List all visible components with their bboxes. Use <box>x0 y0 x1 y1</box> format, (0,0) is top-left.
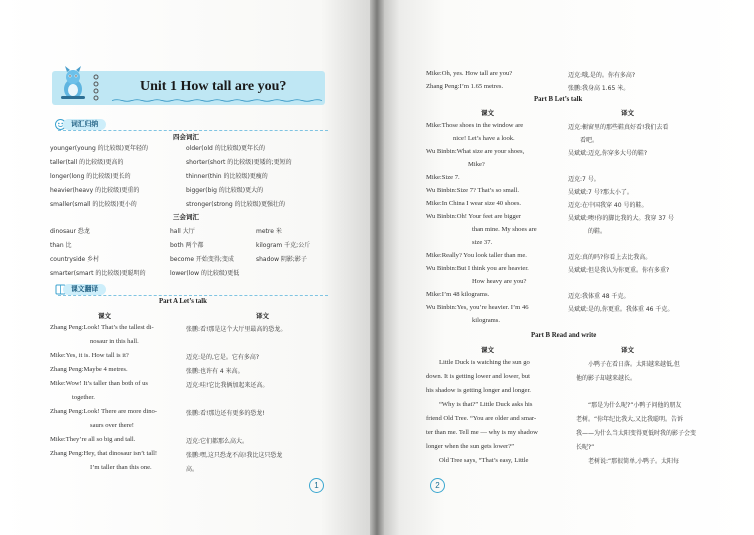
unit-title: Unit 1 How tall are you? <box>140 79 287 94</box>
dialogue-line-en: Zhang Peng:Maybe 4 metres. <box>50 366 128 373</box>
dialogue-line-zh: 张鹏:也许有 4 米高。 <box>186 368 244 375</box>
col-header-text: 课文 <box>481 109 494 117</box>
dialogue-line-zh: 吴斌斌:迈克,你穿多大号的鞋? <box>568 150 648 157</box>
reading-line-zh: 我——为什么当太阳变得更低时我的影子会变 <box>576 430 697 437</box>
page-number: 1 <box>309 478 324 493</box>
vocab3-item: smarter(smart 的比较级)更聪明的 <box>50 270 146 277</box>
vocab4-item: bigger(big 的比较级)更大的 <box>186 187 264 194</box>
reading-line-en: “Why is that?” Little Duck asks his <box>439 401 533 408</box>
dialogue-line-en: Wu Binbin:Size 7? That’s so small. <box>426 187 520 194</box>
vocab3-item: kilogram 千克;公斤 <box>256 242 311 249</box>
dialogue-line-zh: 的鞋。 <box>588 228 607 235</box>
vocab3-item: lower(low 的比较级)更低 <box>170 270 240 277</box>
reading-line-zh: 长呢?” <box>576 444 595 451</box>
wave-divider <box>112 99 322 102</box>
dialogue-line-zh: 吴斌斌:7 号?那太小了。 <box>568 189 633 196</box>
part-b-read-heading: Part B Read and write <box>531 332 597 339</box>
vocab3-item: become 开始变得;变成 <box>170 256 234 263</box>
reading-line-en: friend Old Tree. “You are older and smar- <box>426 415 537 422</box>
reading-line-en: ter than me. Tell me — why is my shadow <box>426 429 538 436</box>
three-skill-label: 三会词汇 <box>173 213 199 221</box>
vocab-divider <box>58 130 328 131</box>
vocab4-item: stronger(strong 的比较级)更强壮的 <box>186 201 285 208</box>
vocab4-item: heavier(heavy 的比较级)更重的 <box>50 187 140 194</box>
dialogue-line-zh: 张鹏:我身高 1.65 米。 <box>568 85 630 92</box>
dialogue-line-en: Zhang Peng:Hey, that dinosaur isn’t tall! <box>50 450 158 457</box>
vocab3-item: metre 米 <box>256 228 282 235</box>
dialogue-line-en: kilograms. <box>472 317 501 324</box>
dialogue-line-en: Zhang Peng:Look! That’s the tallest di- <box>50 324 154 331</box>
book-spine <box>370 0 384 535</box>
dialogue-line-en: nice! Let’s have a look. <box>453 135 515 142</box>
dialogue-line-en: Mike:In China I wear size 40 shoes. <box>426 200 522 207</box>
dialogue-line-zh: 迈克:真的吗?你看上去比我高。 <box>568 254 652 261</box>
vocab3-item: shadow 阴影;影子 <box>256 256 307 263</box>
dialogue-line-zh: 迈克:在中国我穿 40 号的鞋。 <box>568 202 648 209</box>
part-a-heading: Part A Let’s talk <box>159 298 207 305</box>
dialogue-line-zh: 迈克:橱窗里的那些鞋真好看!我们去看 <box>568 124 669 131</box>
dialogue-line-en: nosaur in this hall. <box>90 338 139 345</box>
dialogue-line-en: Zhang Peng:Look! There are more dino- <box>50 408 157 415</box>
vocab4-item: thinner(thin 的比较级)更瘦的 <box>186 173 268 180</box>
vocab4-item: smaller(small 的比较级)更小的 <box>50 201 137 208</box>
dialogue-line-en: I’m taller than this one. <box>90 464 152 471</box>
translation-divider <box>58 295 328 296</box>
dialogue-line-en: Mike:Yes, it is. How tall is it? <box>50 352 129 359</box>
vocab-heading: 词汇归纳 <box>63 119 106 130</box>
vocab3-item: dinosaur 恐龙 <box>50 228 90 235</box>
dialogue-line-en: Mike:Size 7. <box>426 174 460 181</box>
vocab-section-header <box>55 119 175 130</box>
dialogue-line-zh: 迈克:哦,是的。你有多高? <box>568 72 636 79</box>
vocab4-item: taller(tall 的比较级)更高的 <box>50 159 124 166</box>
dialogue-line-en: size 37. <box>472 239 493 246</box>
dialogue-line-en: Wu Binbin:Yes, you’re heavier. I’m 46 <box>426 304 529 311</box>
vocab3-item: hall 大厅 <box>170 228 195 235</box>
col-header-text: 课文 <box>481 346 494 354</box>
four-skill-label: 四会词汇 <box>173 133 199 141</box>
vocab4-item: younger(young 的比较级)更年轻的 <box>50 145 149 152</box>
dialogue-line-zh: 迈克:哇!它比我俩加起来还高。 <box>186 382 269 389</box>
col-header-text: 课文 <box>98 312 111 320</box>
dialogue-line-en: than mine. My shoes are <box>472 226 537 233</box>
dialogue-line-en: Wu Binbin:But I think you are heavier. <box>426 265 529 272</box>
right-page <box>377 0 754 535</box>
reading-line-en: Little Duck is watching the sun go <box>439 359 530 366</box>
col-header-translation: 译文 <box>621 346 634 354</box>
col-header-translation: 译文 <box>256 312 269 320</box>
dialogue-line-en: Mike:They’re all so big and tall. <box>50 436 136 443</box>
dialogue-line-zh: 看吧。 <box>580 137 599 144</box>
vocab3-item: both 两个都 <box>170 242 204 249</box>
dialogue-line-en: together. <box>72 394 95 401</box>
reading-line-zh: 老树。“你年纪比我大,又比我聪明。告诉 <box>576 416 684 423</box>
page-number: 2 <box>430 478 445 493</box>
dialogue-line-zh: 迈克:它们都那么高大。 <box>186 438 249 445</box>
dialogue-line-en: Mike:Wow! It’s taller than both of us <box>50 380 148 387</box>
dialogue-line-en: Wu Binbin:Oh! Your feet are bigger <box>426 213 521 220</box>
dialogue-line-zh: 迈克:我体重 48 千克。 <box>568 293 630 300</box>
vocab3-item: than 比 <box>50 242 72 249</box>
dialogue-line-en: Mike? <box>468 161 485 168</box>
reading-line-zh: 他的影子却越来越长。 <box>576 375 637 382</box>
reading-line-zh: “那是为什么呢?”小鸭子问他的朋友 <box>588 402 682 409</box>
dialogue-line-zh: 吴斌斌:是的,你更重。我体重 46 千克。 <box>568 306 674 313</box>
dialogue-line-en: Mike:Oh, yes. How tall are you? <box>426 70 513 77</box>
reading-line-en: longer when the sun gets lower?” <box>426 443 515 450</box>
reading-line-en: down. It is getting lower and lower, but <box>426 373 530 380</box>
reading-line-zh: 老树说:“那很简单,小鸭子。太阳每 <box>588 458 680 465</box>
ring-binding-icon <box>92 74 100 102</box>
dialogue-line-en: How heavy are you? <box>472 278 527 285</box>
reading-line-zh: 小鸭子在看日落。太阳越来越低,但 <box>588 361 680 368</box>
dialogue-line-zh: 吴斌斌:噢!你的脚比我的大。我穿 37 号 <box>568 215 674 222</box>
dialogue-line-zh: 高。 <box>186 466 199 473</box>
dialogue-line-en: Mike:Those shoes in the window are <box>426 122 524 129</box>
vocab4-item: shorter(short 的比较级)更矮的;更短的 <box>186 159 292 166</box>
unit-banner <box>52 71 325 105</box>
dialogue-line-en: Wu Binbin:What size are your shoes, <box>426 148 525 155</box>
translation-section-header <box>55 284 175 295</box>
reading-line-en: his shadow is getting longer and longer. <box>426 387 531 394</box>
dialogue-line-zh: 迈克:是的,它是。它有多高? <box>186 354 260 361</box>
vocab3-item: countryside 乡村 <box>50 256 100 263</box>
col-header-translation: 译文 <box>621 109 634 117</box>
dialogue-line-zh: 张鹏:看!那边还有更多的恐龙! <box>186 410 265 417</box>
dialogue-line-zh: 张鹏:看!那是这个大厅里最高的恐龙。 <box>186 326 287 333</box>
dialogue-line-en: Mike:I’m 48 kilograms. <box>426 291 490 298</box>
reading-line-en: Old Tree says, “That’s easy, Little <box>439 457 529 464</box>
dialogue-line-en: Zhang Peng:I’m 1.65 metres. <box>426 83 504 90</box>
dialogue-line-zh: 张鹏:嘿,这只恐龙不高!我比这只恐龙 <box>186 452 283 459</box>
dialogue-line-zh: 迈克:7 号。 <box>568 176 600 183</box>
vocab4-item: older(old 的比较级)更年长的 <box>186 145 266 152</box>
dinosaur-mascot-icon <box>58 66 88 102</box>
dialogue-line-zh: 吴斌斌:但是我认为你更重。你有多重? <box>568 267 670 274</box>
vocab4-item: longer(long 的比较级)更长的 <box>50 173 131 180</box>
translation-heading: 课文翻译 <box>63 284 106 295</box>
dialogue-line-en: Mike:Really? You look taller than me. <box>426 252 527 259</box>
part-b-talk-heading: Part B Let’s talk <box>534 96 583 103</box>
dialogue-line-en: saurs over there! <box>90 422 134 429</box>
